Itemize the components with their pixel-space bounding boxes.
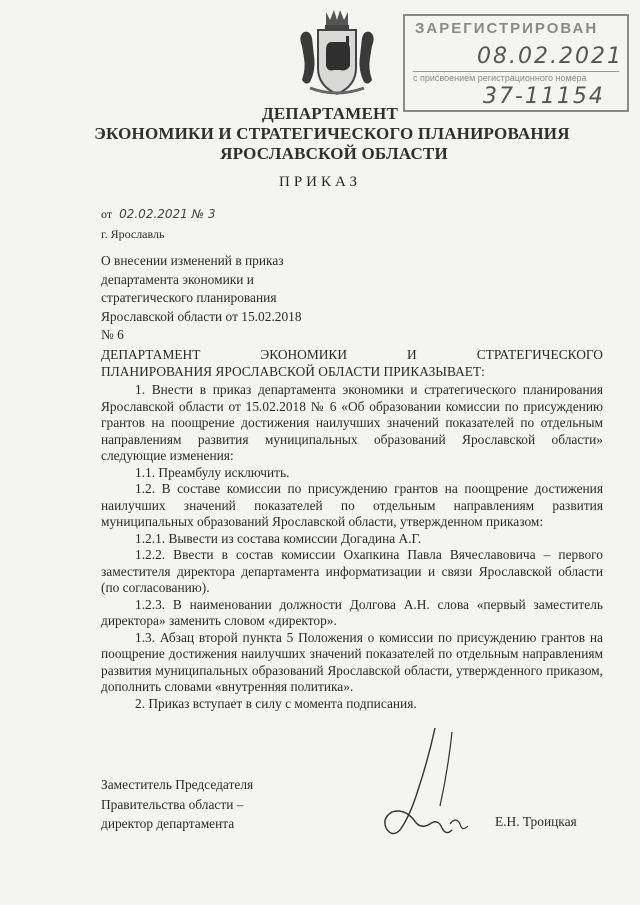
subject-line: стратегического планирования [101,290,277,306]
order-body [101,382,603,712]
stamp-note: с присвоением регистрационного номера [413,73,587,83]
preamble-word: СТРАТЕГИЧЕСКОГО [476,347,603,362]
handwritten-signature [340,720,490,850]
order-paragraph: 1.2. В составе комиссии по присуждению грантов на поощрение достижения наилучших значений показателей по отдельным направлениям развития муниципальных образований Ярославской области, утвержденном приказом: [101,481,603,529]
preamble-word: ЭКОНОМИКИ [260,347,348,362]
preamble-line2: ПЛАНИРОВАНИЯ ЯРОСЛАВСКОЙ ОБЛАСТИ ПРИКАЗЫВАЕТ: [101,363,485,379]
department-title-line2: ЭКОНОМИКИ И СТРАТЕГИЧЕСКОГО ПЛАНИРОВАНИЯ [94,124,570,143]
order-paragraph: 2. Приказ вступает в силу с момента подписания. [135,695,417,711]
subject-line: департамента экономики и [101,271,254,287]
coat-of-arms-emblem [296,6,378,98]
signatory-position-line: Заместитель Председателя [101,777,254,792]
signatory-position-line: директор департамента [101,816,235,831]
order-date-line [101,207,216,222]
order-paragraph: 1.2.1. Вывести из состава комиссии Догадина А.Г. [135,530,422,546]
preamble-word: И [407,347,417,362]
order-preamble [101,347,603,380]
city: г. Ярославль [101,227,165,241]
order-paragraph: 1.1. Преамбулу исключить. [135,464,290,480]
department-title-line1: ДЕПАРТАМЕНТ [261,104,399,123]
stamp-number: 37-11154 [483,84,605,109]
signatory-name: Е.Н. Троицкая [495,814,577,829]
handwritten-date-number: 02.02.2021 № 3 [119,207,216,221]
stamp-divider [413,71,619,72]
order-title: ПРИКАЗ [279,174,361,190]
stamp-title: ЗАРЕГИСТРИРОВАН [415,20,599,37]
subject-line: № 6 [101,327,124,343]
signatory-position-line: Правительства области – [101,796,244,812]
preamble-word: ДЕПАРТАМЕНТ [101,347,201,362]
subject-line: О внесении изменений в приказ [101,253,284,268]
from-label: от [101,207,113,221]
order-subject [101,252,302,345]
order-paragraph: 1.3. Абзац второй пункта 5 Положения о комиссии по присуждению грантов на поощрение достижения наилучших значений показателей по отдельным направлениям развития муниципальных образований Ярославской области, утвержденного приказом, дополнить словами «внутренняя политика». [101,629,603,694]
preamble-line1 [101,347,603,364]
signatory-position [101,775,253,834]
department-title-line3: ЯРОСЛАВСКОЙ ОБЛАСТИ [220,144,448,163]
order-paragraph: 1.2.2. Ввести в состав комиссии Охапкина Павла Вячеславовича – первого заместителя директора департамента информатизации и связи Ярославской области (по согласованию). [101,547,603,595]
order-paragraph: 1. Внести в приказ департамента экономики и стратегического планирования Ярославской области от 15.02.2018 № 6 «Об образовании комиссии по присуждению грантов на поощрение достижения наилучших значений показателей по отдельным направлениям развития муниципальных образований Ярославской области» следующие изменения: [101,382,603,463]
stamp-date: 08.02.2021 [477,44,623,69]
registration-stamp [403,14,629,112]
order-paragraph: 1.2.3. В наименовании должности Долгова А.Н. слова «первый заместитель директора» заменить словом «директор». [101,596,603,628]
subject-line: Ярославской области от 15.02.2018 [101,308,302,324]
